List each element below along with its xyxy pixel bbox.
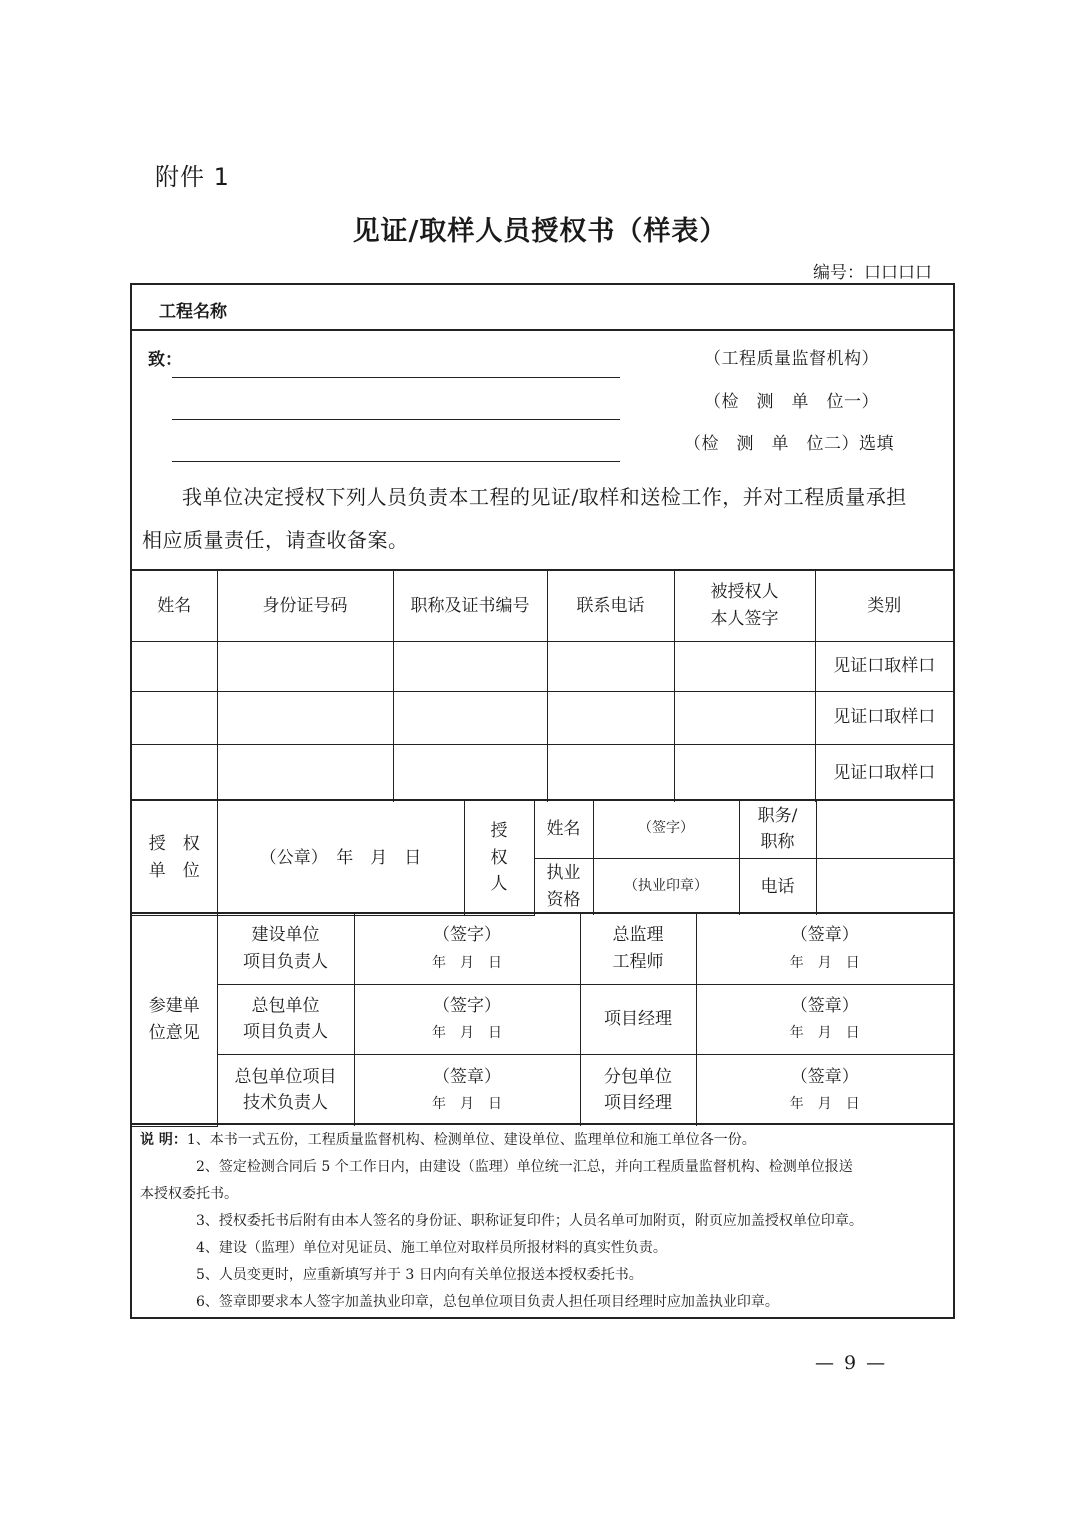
gc-pm-label-line-2: 项目负责人	[243, 1022, 328, 1042]
authorizer-char-1: 授	[490, 821, 508, 842]
table-row	[132, 744, 953, 802]
project-manager-sign-text: （签章）	[790, 995, 859, 1016]
cell-category[interactable]: 见证口取样口	[815, 641, 953, 691]
authorizing-unit-label	[132, 801, 217, 915]
header-signature	[674, 571, 815, 641]
position-label-line-2: 职称	[760, 832, 795, 853]
owner-pm-label-line-1: 建设单位	[251, 925, 320, 946]
cell-title-cert[interactable]	[393, 641, 547, 691]
phone-label: 电话	[739, 858, 816, 915]
note-2: 2、签定检测合同后 5 个工作日内，由建设（监理）单位统一汇总，并向工程质量监督机构、检测单位报送	[196, 1159, 853, 1175]
project-name-row	[130, 283, 955, 331]
authorizer-char-2: 权	[490, 847, 508, 868]
header-title-cert: 职称及证书编号	[393, 571, 547, 641]
cell-category[interactable]: 见证口取样口	[815, 744, 953, 802]
authorizer-section	[130, 799, 955, 913]
note-2-cont: 本授权委托书。	[140, 1186, 238, 1202]
unit-label-line-1: 授 权	[148, 834, 200, 855]
target-testing-2: （检 测 单 位二）选填	[684, 434, 894, 454]
owner-pm-date: 年 月 日	[432, 954, 502, 971]
cell-id[interactable]	[217, 691, 393, 744]
subcontractor-pm-label-line-1: 分包单位	[604, 1066, 672, 1087]
cell-category[interactable]: 见证口取样口	[815, 691, 953, 744]
page-number: — 9 —	[815, 1352, 888, 1374]
cell-signature[interactable]	[674, 641, 815, 691]
project-name-label: 工程名称	[159, 302, 227, 322]
subcontractor-pm-sign-text: （签章）	[790, 1066, 859, 1087]
chief-supervisor-label	[580, 914, 696, 984]
opinions-label-line-2: 位意见	[148, 1022, 200, 1043]
authorizer-signature-cell[interactable]: （签字）	[593, 801, 739, 858]
chief-supervisor-sign-text: （签章）	[790, 925, 859, 946]
cell-title-cert[interactable]	[393, 691, 547, 744]
subcontractor-pm-label	[580, 1054, 696, 1126]
subcontractor-pm-label-line-2: 项目经理	[604, 1093, 672, 1114]
note-1-text: 1、本书一式五份，工程质量监督机构、检测单位、建设单位、监理单位和施工单位各一份。	[186, 1132, 756, 1148]
note-1	[140, 1127, 945, 1154]
gc-tech-lead-sign[interactable]	[354, 1054, 580, 1126]
header-signature-line-2: 本人签字	[710, 608, 779, 629]
header-signature-line-1: 被授权人	[710, 582, 779, 603]
cell-id[interactable]	[217, 641, 393, 691]
qualification-label-line-1: 执业	[546, 863, 581, 884]
target-supervision: （工程质量监督机构）	[704, 349, 879, 369]
header-phone: 联系电话	[547, 571, 674, 641]
address-section	[130, 331, 955, 570]
note-6: 6、签章即要求本人签字加盖执业印章，总包单位项目负责人担任项目经理时应加盖执业印章。	[196, 1294, 779, 1310]
table-row	[132, 691, 953, 744]
opinions-label	[132, 914, 217, 1126]
personnel-table	[130, 569, 955, 800]
attachment-label: 附件 1	[155, 163, 230, 191]
document-title: 见证/取样人员授权书（样表）	[352, 216, 728, 247]
unit-label-line-2: 单 位	[148, 860, 200, 881]
gc-tech-lead-label-line-1: 总包单位项目	[234, 1066, 337, 1087]
statement-line-2: 相应质量责任，请查收备案。	[142, 528, 409, 552]
practice-seal-cell[interactable]: （执业印章）	[593, 858, 739, 915]
gc-tech-lead-date: 年 月 日	[432, 1096, 502, 1113]
note-4: 4、建设（监理）单位对见证员、施工单位对取样员所报材料的真实性负责。	[196, 1240, 667, 1256]
note-3: 3、授权委托书后附有由本人签名的身份证、职称证复印件；人员名单可加附页，附页应加盖授权单位印章。	[196, 1213, 863, 1229]
header-id: 身份证号码	[217, 571, 393, 641]
opinions-section	[130, 912, 955, 1124]
gc-pm-label	[217, 984, 354, 1054]
cell-name[interactable]	[132, 641, 217, 691]
header-category: 类别	[815, 571, 953, 641]
project-manager-sign[interactable]	[696, 984, 953, 1054]
owner-pm-label-line-2: 项目负责人	[243, 951, 328, 972]
position-value[interactable]	[816, 801, 953, 858]
cell-phone[interactable]	[547, 641, 674, 691]
gc-pm-sign-text: （签字）	[433, 995, 501, 1016]
target-testing-1: （检 测 单 位一）	[704, 392, 879, 412]
cell-phone[interactable]	[547, 744, 674, 802]
cell-name[interactable]	[132, 744, 217, 802]
subcontractor-pm-date: 年 月 日	[789, 1096, 860, 1113]
address-line-2[interactable]	[172, 419, 620, 420]
header-name: 姓名	[132, 571, 217, 641]
notes-section	[130, 1123, 955, 1319]
address-line-1[interactable]	[172, 377, 620, 378]
chief-supervisor-date: 年 月 日	[789, 954, 860, 971]
position-label	[739, 801, 816, 858]
owner-pm-label	[217, 914, 354, 984]
project-manager-label: 项目经理	[580, 984, 696, 1054]
subcontractor-pm-sign[interactable]	[696, 1054, 953, 1126]
position-label-line-1: 职务/	[757, 805, 798, 826]
opinions-label-line-1: 参建单	[148, 996, 200, 1017]
owner-pm-sign[interactable]	[354, 914, 580, 984]
statement-line-1: 我单位决定授权下列人员负责本工程的见证/取样和送检工作，并对工程质量承担	[182, 485, 907, 509]
gc-pm-label-line-1: 总包单位	[251, 995, 320, 1016]
phone-value[interactable]	[816, 858, 953, 915]
cell-title-cert[interactable]	[393, 744, 547, 802]
address-line-3[interactable]	[172, 461, 620, 462]
authorizer-name-label: 姓名	[534, 801, 593, 858]
qualification-label	[534, 858, 593, 915]
gc-tech-lead-label-line-2: 技术负责人	[243, 1093, 328, 1114]
owner-pm-sign-text: （签字）	[433, 925, 501, 946]
cell-phone[interactable]	[547, 691, 674, 744]
personnel-header-row	[132, 571, 953, 641]
qualification-label-line-2: 资格	[546, 889, 581, 910]
notes-label: 说 明：	[140, 1132, 187, 1148]
chief-supervisor-label-line-2: 工程师	[612, 951, 664, 972]
cell-signature[interactable]	[674, 691, 815, 744]
cell-name[interactable]	[132, 691, 217, 744]
authorizer-char-3: 人	[490, 873, 508, 894]
gc-tech-lead-label	[217, 1054, 354, 1126]
project-manager-date: 年 月 日	[789, 1025, 860, 1041]
table-row	[132, 641, 953, 691]
gc-pm-sign[interactable]	[354, 984, 580, 1054]
official-seal-cell[interactable]: （公章） 年 月 日	[217, 801, 464, 915]
chief-supervisor-sign[interactable]	[696, 914, 953, 984]
cell-id[interactable]	[217, 744, 393, 802]
cell-signature[interactable]	[674, 744, 815, 802]
serial-number: 编号：口口口口	[813, 263, 932, 283]
to-label: 致：	[148, 350, 182, 370]
chief-supervisor-label-line-1: 总监理	[612, 925, 664, 946]
authorizer-label	[464, 801, 534, 915]
gc-tech-lead-sign-text: （签章）	[433, 1066, 501, 1087]
note-5: 5、人员变更时，应重新填写并于 3 日内向有关单位报送本授权委托书。	[196, 1267, 643, 1283]
gc-pm-date: 年 月 日	[432, 1025, 502, 1041]
